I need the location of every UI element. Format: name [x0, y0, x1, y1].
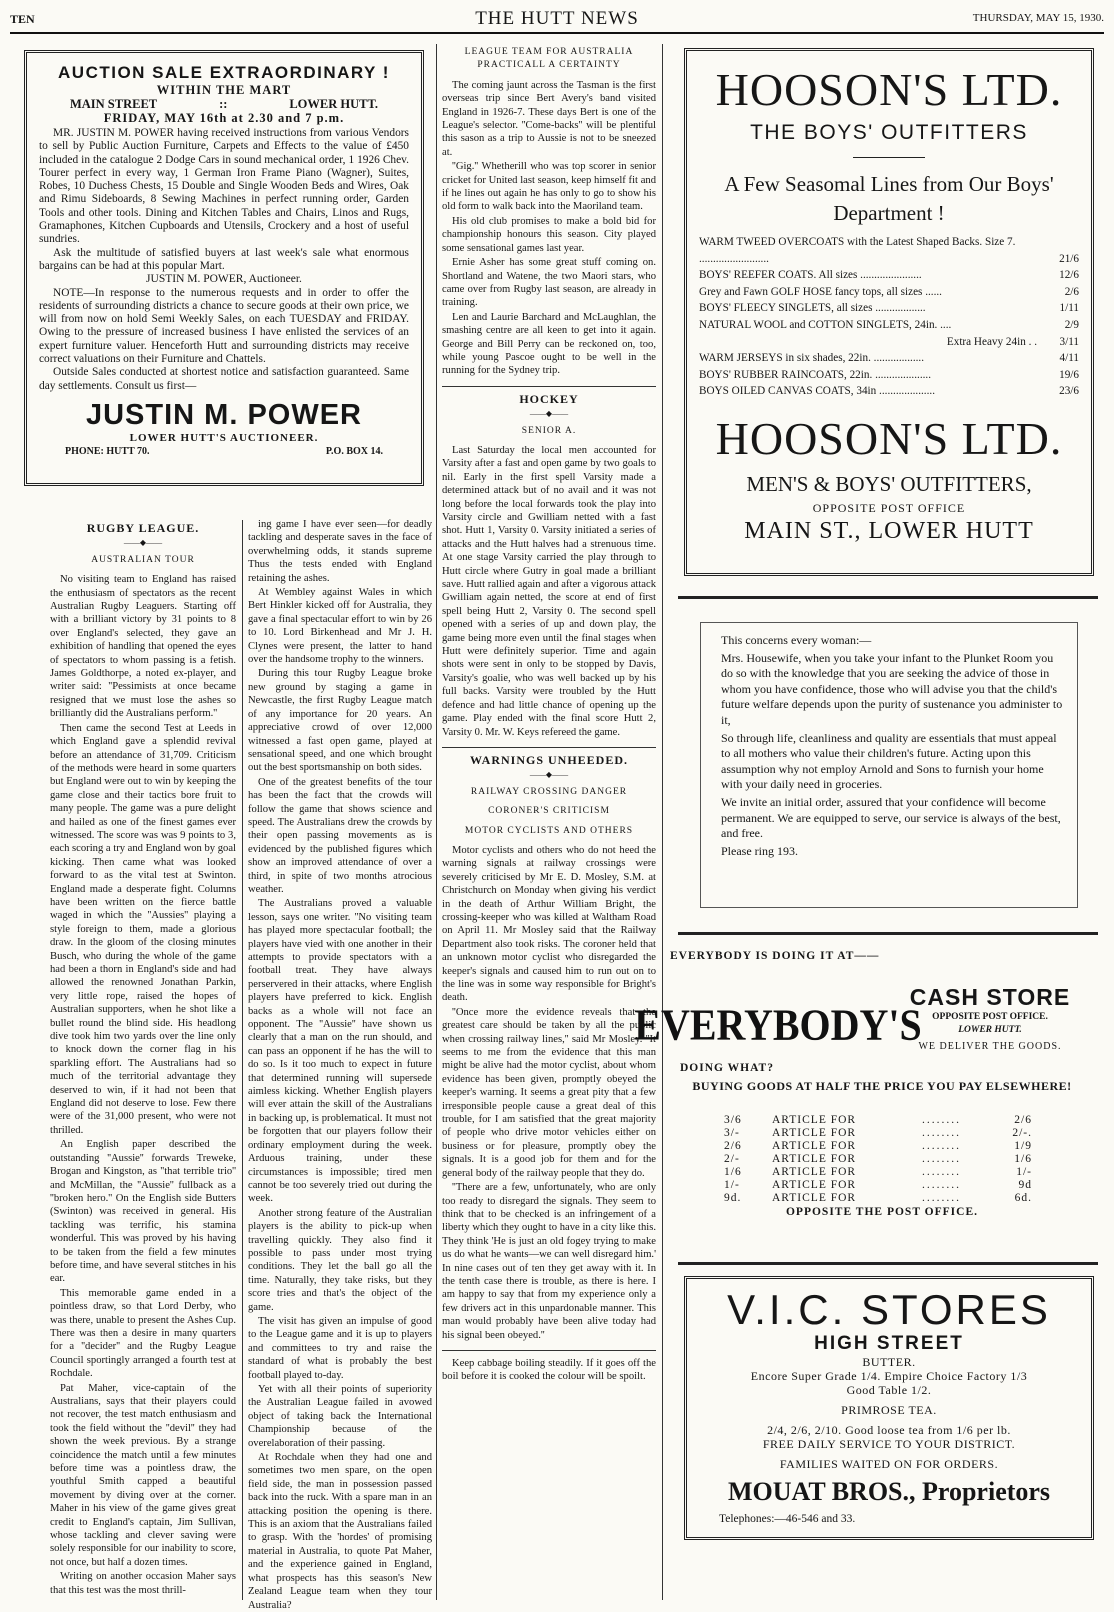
- table-row: 1/6 ARTICLE FOR ........ 1/-: [724, 1166, 1032, 1178]
- table-row: 2/- ARTICLE FOR ........ 1/6: [724, 1153, 1032, 1165]
- arnold-and-sons-advertisement: This concerns every woman:— Mrs. Housewife, when you take your infant to the Plunket Room you do so with the knowledge that you are seeking the advice of those in whom you have confidence, those who will advise you that the child's future welfare depends upon the purity of sustenance you administer to it, So through life, cleanliness and quality are essentials that must appeal to all mothers who value their children's future. Acting upon this assumption why not employ Arnold and Sons to furnish your home with your daily need in groceries. We invite an initial order, assured that your confidence will become permanent. We are equipped to serve, our service is always of the best, and free. Please ring 193.: [700, 622, 1078, 908]
- auction-signature: JUSTIN M. POWER, Auctioneer.: [146, 273, 302, 286]
- table-row: 1/- ARTICLE FOR ........ 9d: [724, 1179, 1032, 1191]
- svg-text:EVERYBODY'S: EVERYBODY'S: [634, 1001, 922, 1050]
- hockey-heading: HOCKEY: [519, 391, 579, 406]
- auction-within: WITHIN THE MART: [156, 83, 292, 97]
- table-row: 3/- ARTICLE FOR ........ 2/-.: [724, 1127, 1032, 1139]
- divider: [853, 157, 925, 158]
- price-list: [699, 234, 1079, 400]
- issue-date: THURSDAY, MAY 15, 1930.: [972, 12, 1104, 24]
- store-town: LOWER HUTT.: [958, 1025, 1022, 1035]
- store-street: HIGH STREET: [814, 1333, 964, 1354]
- store-location: OPPOSITE POST OFFICE.: [932, 1012, 1048, 1022]
- auctioneer-role: LOWER HUTT'S AUCTIONEER.: [129, 431, 319, 444]
- masthead: [10, 6, 1104, 34]
- price-table: [724, 1114, 1032, 1205]
- butter-grades: Encore Super Grade 1/4. Empire Choice Factory 1/3: [750, 1369, 1028, 1383]
- half-price-headline: BUYING GOODS AT HALF THE PRICE YOU PAY ELSEWHERE!: [692, 1079, 1072, 1093]
- column-rule: [242, 520, 243, 1600]
- article-heading: RUGBY LEAGUE.: [86, 521, 200, 535]
- delivery-note: WE DELIVER THE GOODS.: [918, 1041, 1062, 1052]
- divider: [678, 1262, 1098, 1265]
- ornament: ——◆——: [529, 770, 569, 780]
- store-tagline-2: MEN'S & BOYS' OUTFITTERS,: [746, 471, 1032, 496]
- list-item: WARM JERSEYS in six shades, 22in. .................. 4/11: [699, 352, 1079, 365]
- ornament: ——◆——: [123, 538, 163, 548]
- article-subheading: AUSTRALIAN TOUR: [91, 554, 195, 565]
- column-rule: [436, 44, 437, 1600]
- store-location-note: OPPOSITE POST OFFICE: [812, 500, 966, 515]
- divider: [678, 596, 1098, 599]
- proprietors: MOUAT BROS., Proprietors: [727, 1477, 1051, 1506]
- warnings-subheading-1: RAILWAY CROSSING DANGER: [470, 786, 628, 797]
- auction-address: MAIN STREET :: LOWER HUTT.: [69, 97, 379, 111]
- list-item: WARM TWEED OVERCOATS with the Latest Shaped Backs. Size 7. ......................... 21/6: [699, 236, 1079, 265]
- store-name: V.I.C. STORES: [727, 1286, 1051, 1333]
- warnings-heading: WARNINGS UNHEEDED.: [469, 752, 629, 767]
- tea-prices: 2/4, 2/6, 2/10. Good loose tea from 1/6 per lb.: [767, 1423, 1011, 1437]
- list-item: Extra Heavy 24in . . 3/11: [946, 335, 1079, 348]
- ad-heading: EVERYBODY IS DOING IT AT——: [670, 950, 880, 962]
- filler-note: Keep cabbage boiling steadily. If it goes off the boil before it is cooked the colour will be spoilt.: [442, 1357, 656, 1383]
- store-name: CASH STORE: [909, 984, 1071, 1010]
- tea-heading: PRIMROSE TEA.: [841, 1403, 937, 1417]
- list-item: BOYS' REEFER COATS. All sizes ...................... 12/6: [699, 269, 1079, 282]
- auction-when: FRIDAY, MAY 16th at 2.30 and 7 p.m.: [103, 111, 345, 125]
- warnings-subheading-2: CORONER'S CRITICISM: [488, 806, 610, 817]
- everybodys-logo: [634, 980, 922, 1050]
- store-tagline: THE BOYS' OUTFITTERS: [750, 121, 1028, 144]
- seasonal-lines-title: A Few Seasomal Lines from Our Boys' Department !: [724, 172, 1054, 225]
- table-row: 2/6 ARTICLE FOR ........ 1/9: [724, 1140, 1032, 1152]
- newspaper-title: THE HUTT NEWS: [475, 8, 639, 29]
- table-row: 9d. ARTICLE FOR ........ 6d.: [724, 1192, 1032, 1204]
- divider: [678, 932, 1098, 935]
- auction-body: MR. JUSTIN M. POWER having received instructions from various Vendors to sell by Public Auction Furniture, Carpets and Effects to the value of £450 included in the catalogue 2 Dodge Cars in sound mechanical order, 1 1926 Chev. Tourer perfect in every way, 1 German Iron Frame Piano (Wagner), Suites, Robes, 10 Duchess Chests, 15 Double and Single Wooden Beds and Wires, Oak and Rimu Sideboards, 8 Sewing Machines in perfect running order, Garden Tools and other tools. Dining and Kitchen Tables and Chairs, Linos and Rugs, Gramaphones, Kitchen Cupboards and Utensils, Crockery and a host of useful sundries. Ask the multitude of satisfied buyers at last week's sale what enormous bargains can be had at this popular Mart. JUSTIN M. POWER, Auctioneer. NOTE—In response to the numerous requests and in order to offer the residents of surrounding districts a chance to secure goods at their own price, we will from now on hold Semi Weekly Sales, on each TUESDAY and FRIDAY. Owing to the pressure of increased business I have enlisted the services of an expert furniture valuer. Henceforth Hutt and surrounding districts may receive correct valuations on their Furniture and Chattels. Outside Sales conducted at shortest notice and satisfaction guaranteed. Same day settlements. Consult us first—: [39, 127, 409, 392]
- store-address: MAIN ST., LOWER HUTT: [744, 517, 1034, 544]
- vic-stores-advertisement: [684, 1276, 1094, 1540]
- butter-good-table: Good Table 1/2.: [846, 1383, 932, 1397]
- list-item: Grey and Fawn GOLF HOSE fancy tops, all sizes ...... 2/6: [699, 285, 1079, 298]
- delivery-note: FREE DAILY SERVICE TO YOUR DISTRICT.: [762, 1437, 1016, 1451]
- warnings-subheading-3: MOTOR CYCLISTS AND OTHERS: [464, 825, 634, 836]
- list-item: NATURAL WOOL and COTTON SINGLETS, 24in. .... 2/9: [699, 318, 1079, 331]
- store-name: HOOSON'S LTD.: [715, 64, 1063, 115]
- auction-advertisement: [24, 50, 424, 486]
- divider: [442, 386, 656, 387]
- auctioneer-name: JUSTIN M. POWER: [85, 398, 362, 431]
- list-item: BOYS' FLEECY SINGLETS, all sizes .................. 1/11: [699, 302, 1079, 315]
- column-rule: [662, 44, 663, 1600]
- divider: [442, 1350, 656, 1351]
- list-item: BOYS' RUBBER RAINCOATS, 22in. .................... 19/6: [699, 368, 1079, 381]
- store-location-footer: OPPOSITE THE POST OFFICE.: [785, 1206, 978, 1218]
- auctioneer-contact: [39, 446, 409, 457]
- league-heading: LEAGUE TEAM FOR AUSTRALIA PRACTICALL A CERTAINTY: [464, 47, 634, 71]
- hooson-advertisement: [684, 48, 1094, 576]
- phone: PHONE: HUTT 70.: [65, 445, 150, 457]
- everybodys-cash-store-advertisement: [634, 950, 1094, 1250]
- ornament: ——◆——: [529, 409, 569, 419]
- rugby-column-2: ing game I have ever seen—for deadly tackling and desperate saves in the face of overwhelming odds, it stands supreme Thus the tests ended with England retaining the ashes. At Wembley against Wales in which Bert Hinkler kicked off for Australia, they gave a final spectacular effort to win by 26 to 10. Lord Birkenhead and Mr J. H. Clynes were present, the latter to hand over the handsome trophy to the winners. During this tour Rugby League broke new ground by staging a game in Newcastle, the first Rugby League match of any importance for 20 years. An appreciative crowd of over 12,000 witnessed a fast open game, played at sensational speed, and one which brought out the best sportsmanship on both sides. One of the greatest benefits of the tour has been the fact that the crowds will follow the game that shows science and speed. The Australians drew the crowds by their open passing movements as is evidenced by the published figures which show an improved attendance of over a third, in spite of two months atrocious weather. The Australians proved a valuable lesson, says one writer. ''No visiting team has played more spectacular football; the players have vied with one another in their attempts to provide spectators with a football treat. They have always perservered in their attacks, where English players have preferred to kick. English backs as a whole will not face an opponent. The ''Aussie'' have shown us clearly that a man on the run should, and can pass an opponent if he has the will to do so. Is it too much to expect in future that determined running will supersede aimless kicking. Whether English players will ever attain the skill of the Australians in backing up, is problematical. It must not be forgotten that our players follow their ordinary employment during the week. Arduous training, under these circumstances is impossible; tired men cannot be too severely tried out during the week. Another strong feature of the Australian players is the ability to pick-up when travelling quickly. They also find it possible to pass under most trying conditions. They let the ball go all the time. Naturally, they take risks, but they score tries and that's the object of the game. The visit has given an impulse of good to the League game and it is up to players and committees to try and raise the standard of what is probably the best football played to-day. Yet with all their points of superiority the Australian League failed in avowed object of taking back the International Championship because of the overelaboration of their passing. At Rochdale when they had one and sometimes two men spare, on the open field side, the man in possession passed back into the ruck. With a spare man in an attacking position the opening is there. This is an axiom that the Australians failed to grasp. With the 'hordes' of promising material in Australia, to quote Pat Maher, and the experience gained in England, what prospects has this season's New Zealand League team when they tour Australia?: [248, 519, 432, 1611]
- butter-heading: BUTTER.: [862, 1355, 916, 1369]
- telephones: Telephones:—46-546 and 33.: [719, 1513, 856, 1525]
- rugby-column-1: RUGBY LEAGUE. ——◆—— AUSTRALIAN TOUR No visiting team to England has raised the enthusiasm of spectators as the recent Australian Rugby Leaguers. Starting off with a brilliant victory by 31 points to 8 over England's selected, they gave an exhibition of handling that opened the eyes of spectators to whom passing is a fetish. James Goldthorpe, a noted ex-player, and writer said: ''Pessimists at once became resigned that we must lose the ashes so brilliantly did the Australians perform.'' Then came the second Test at Leeds in which England gave a splendid revival before an attendance of 31,709. Criticism of the methods were heard in some quarters but England were out to win by keeping the game close and their tactics bore fruit to many people. The game was a pure delight and hailed as one of the finest games ever witnessed. The score was was 9 points to 3, each scoring a try and England won by goal kicking. Then came what was looked forward to as the vital test at Swinton. England made a desperate fight. Columns have been written on the fierce battle waged in which the ''Aussies'' playing a style foreign to them, made a glorious draw. In the gloom of the closing minutes Busch, who during the whole of the game had been a thorn in England's side and had allowed the renowned Jonathan Parkin, very little rope, raised the hopes of Australian supporters, when he shot like a bullet round the blind side. His headlong dive took him two yards over the line only to knock down the corner flag in his sparkling effort. The Australians had so much of the territorial advantage they deserved to win, if it had not been that England did not deserve to lose. Few there were of the 31,000 present, who were not thrilled. An English paper described the outstanding ''Aussie'' forwards Treweke, Brogan and Kingston, as ''that terrible trio'' and McMillan, the ''Aussie'' fullback as a ''broken hero.'' On the English side Butters (Swinton) was received in general. His tackling was terrific, his stamina wonderful. This was proved by his having to be taken from the field a few minutes before time, and have several stitches in his ear. This memorable game ended in a pointless draw, so that Lord Derby, who was there, unable to present the Ashes Cup. There was then a desire in many quarters for a ''decider'' and the Rugby League Council sportingly arranged a fourth test at Rochdale. Pat Maher, vice-captain of the Australians, says that their players could not recover, the test match enthusiasm and took the field without the ''devil'' they had shown the week previous. By a strange coincidence the match until a few minutes before time was a pointless draw, the youthful Smith capped a beautiful movement by diving over at the corner. Maher in his view of the game gives great credit to England's captain, Jim Sullivan, whose tackling and clever saving were solely responsible for our inability to score, not once, but half a dozen times. Writing on another occasion Maher says that this test was the most thrill-: [50, 521, 236, 1596]
- auction-title: AUCTION SALE EXTRAORDINARY !: [58, 63, 390, 82]
- table-row: 3/6 ARTICLE FOR ........ 2/6: [724, 1114, 1032, 1126]
- po-box: P.O. BOX 14.: [325, 445, 383, 457]
- doing-what: DOING WHAT?: [680, 1062, 774, 1074]
- divider: [442, 747, 656, 748]
- families-note: FAMILIES WAITED ON FOR ORDERS.: [779, 1457, 999, 1471]
- list-item: BOYS OILED CANVAS COATS, 34in .................... 23/6: [699, 385, 1079, 398]
- page-number: TEN: [10, 12, 35, 26]
- hockey-subheading: SENIOR A.: [521, 425, 577, 436]
- store-name-2: HOOSON'S LTD.: [715, 412, 1063, 464]
- news-column-3: LEAGUE TEAM FOR AUSTRALIA PRACTICALL A CERTAINTY The coming jaunt across the Tasman is the first overseas trip since Bert Avery's band visited England in 1926-7. These days Bert is one of the League's selector. ''Come-backs'' will be plentiful this sason as a trip to Aussie is not to be sneezed at. ''Gig.'' Whetherill who was top scorer in senior cricket for United last season, keep himself fit and if he lines out again he has only to go to show his old form to walk back into the Maoriland team. His old club promises to make a bold bid for championship honours this season. City played some sensational games last year. Ernie Asher has some great stuff coming on. Shortland and Watene, the two Maori stars, who came over from Rugby last season, are already in training. Len and Laurie Barchard and McLaughlan, the smashing centre are all keen to get into it again. George and Bill Perry can be reckoned on, too, while young Pascoe ought to be well in the running for the Sydney trip. HOCKEY ——◆—— SENIOR A. Last Saturday the local men accounted for Varsity after a fast and open game by two goals to nil. Early in the first spell Varsity made a determined attack but of no avail and it was not long before the local forwards took the play into Varsity circle and Gwilliam netted with a fast shot. Hutt 1, Varsity 0. Varsity initiated a series of attacks and the Hutt halves had a strenuous time. At one stage Varsity carried the play through to Hutt circle where Gutry in goal made a brilliant save. Hutt rallied again and after a vigorous attack Gwilliam again netted, the score at end of first spell being Hutt 2, Varsity 0. The second spell opened with a series of up and down play, the game being more even until the final stages when Hutt were definitely superior. Time and again shots were sent in only to be stopped by Davis, Varsity's goalie, who was well backed up by his full backs. Varsity were troubled by the Hutt defence and had little chance of opening up the game. Play ended with the final score Hutt 2, Varsity 0. Mr. W. Keys refereed the game. WARNINGS UNHEEDED. ——◆—— RAILWAY CROSSING DANGER CORONER'S CRITICISM MOTOR CYCLISTS AND OTHERS Motor cyclists and others who do not heed the warning signals at railway crossings were severely criticised by Mr E. D. Mosley, S.M. at Christchurch on Monday when giving his verdict in the death of Arthur William Bright, the crossing-keeper who was killed at Waltham Road on April 11. Mr Mosley said that the Railway Department also took risks. The coroner held that an unknown motor cyclist who disregarded the keeper's signals and caused him to run out on to the line was in some way responsible for Bright's death. ''Once more the evidence reveals that the greatest care should be taken by all the public when crossing railway lines,'' said Mr Mosley. ''It seems to me from the evidence that this man might be alive had the motor cyclist, about whom evidence has been given, promptly obeyed the keeper's warning. It seems a great pity that a few irresponsible people cause a great deal of this trouble, for I am satisfied that the great majority of people who drive motor vehicles either on business or for pleasure, promptly obey the signals. It is a good job for them and for the general body of the railway people that they do. ''There are a few, unfortunately, who are only too ready to disregard the signals. They seem to think that to be checked is an infringement of a liberty which they ought to have in a city like this. They think 'He is just an old fogey trying to make us do what he wants—we can well disregard him.' In nine cases out of ten they get away with it. In the tenth case there is trouble, as there is here. I am happy to say that from my experience only a few drivers act in this unpardonable manner. This man would probably have been alive today had his signal been obeyed.'' Keep cabbage boiling steadily. If it goes off the boil before it is cooked the colour will be spoilt.: [442, 47, 656, 1383]
